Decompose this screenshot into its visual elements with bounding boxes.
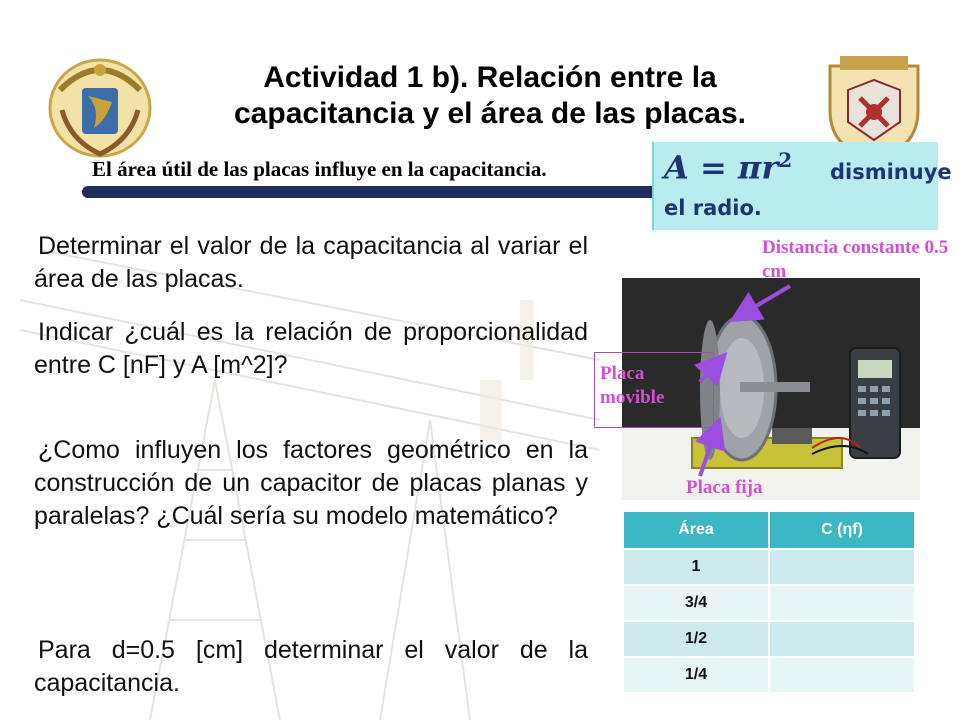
- movable-plate-label: Placa movible: [600, 363, 665, 408]
- table-row: [623, 585, 915, 621]
- area-formula: [664, 148, 792, 187]
- area-cell: 3/4: [623, 585, 769, 621]
- table-header-row: [623, 511, 915, 549]
- distance-label: Distancia constante 0.5 cm: [762, 237, 949, 282]
- title-line-1: Actividad 1 b). Relación entre la: [263, 61, 717, 94]
- title-line-2: capacitancia y el área de las placas.: [234, 97, 746, 130]
- table-row: [623, 657, 915, 693]
- capacitance-table: [622, 510, 916, 694]
- area-cell: 1: [623, 549, 769, 585]
- capacitance-cell[interactable]: [769, 549, 915, 585]
- unam-logo: [40, 50, 160, 162]
- table-row: [623, 549, 915, 585]
- capacitance-cell[interactable]: [769, 657, 915, 693]
- formula-box: [652, 142, 952, 230]
- paragraph-geometric-factors: ¿Como influyen los factores geométrico en la construcción de un capacitor de placas planas y paralelas? ¿Cuál sería su modelo matemático?: [34, 436, 588, 530]
- capacitance-cell[interactable]: [769, 585, 915, 621]
- slide-title: [160, 60, 820, 132]
- formula-note-2: el radio.: [664, 196, 762, 220]
- fixed-plate-label: Placa fija: [686, 477, 763, 498]
- formula-exponent: 2: [778, 148, 793, 172]
- formula-main: A = πr: [664, 148, 779, 187]
- paragraph-proportionality: Indicar ¿cuál es la relación de proporcionalidad entre C [nF] y A [m^2]?: [34, 318, 588, 379]
- paragraph-determine-capacitance: Determinar el valor de la capacitancia al variar el área de las placas.: [34, 232, 588, 293]
- table-row: [623, 621, 915, 657]
- formula-note-1: disminuye: [830, 160, 952, 184]
- subtitle: El área útil de las placas influye en la capacitancia.: [92, 157, 547, 181]
- column-header-area: Área: [623, 511, 769, 549]
- column-header-capacitance: C (ηf): [769, 511, 915, 549]
- title-underline-bar: [82, 186, 694, 198]
- area-cell: 1/2: [623, 621, 769, 657]
- paragraph-distance-capacitance: Para d=0.5 [cm] determinar el valor de la capacitancia.: [34, 636, 588, 697]
- capacitance-cell[interactable]: [769, 621, 915, 657]
- area-cell: 1/4: [623, 657, 769, 693]
